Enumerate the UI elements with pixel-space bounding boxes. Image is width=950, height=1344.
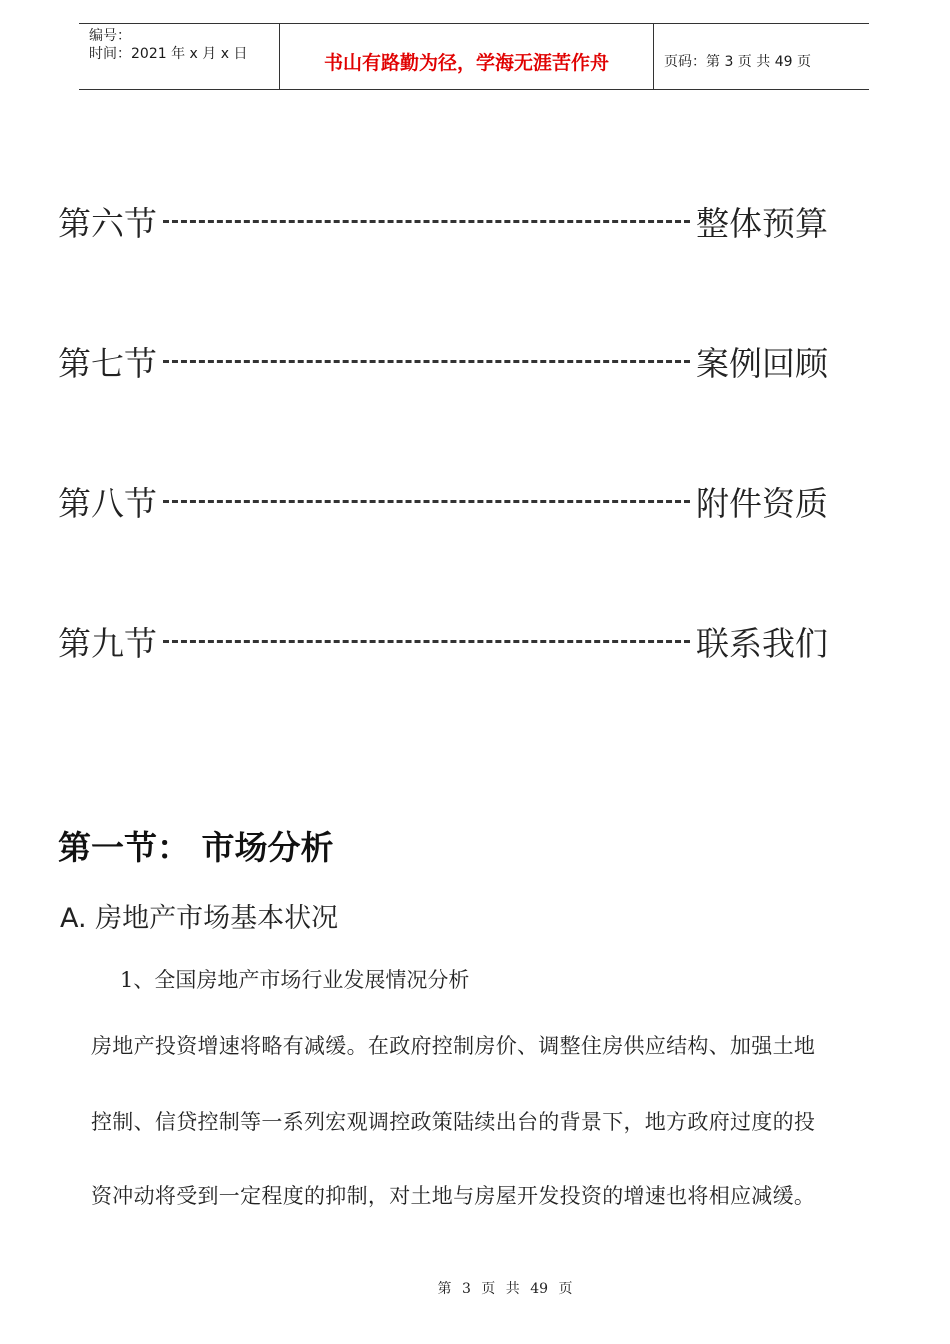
toc-label: 第七节 (58, 343, 157, 383)
toc-item (58, 618, 888, 664)
subheading-a: A. 房地产市场基本状况 (60, 903, 339, 934)
toc-item (58, 198, 888, 244)
motto: 书山有路勤为径，学海无涯苦作舟 (323, 52, 609, 74)
date-line: 时间：2021 年 x 月 x 日 (89, 46, 248, 62)
toc-item (58, 478, 888, 524)
toc-title: 案例回顾 (696, 343, 828, 383)
toc-leader (163, 360, 690, 363)
header-motto-cell (280, 24, 654, 89)
toc-label: 第八节 (58, 483, 157, 523)
header-page-cell (654, 24, 869, 89)
toc-leader (163, 640, 690, 643)
section-title: 第一节： 市场分析 (58, 828, 334, 867)
toc-label: 第六节 (58, 203, 157, 243)
serial-label: 编号： (89, 28, 131, 44)
page-header (79, 23, 869, 90)
toc-leader (163, 500, 690, 503)
subheading-1: 1、全国房地产市场行业发展情况分析 (120, 968, 470, 992)
paragraph-line: 房地产投资增速将略有减缓。在政府控制房价、调整住房供应结构、加强土地 (91, 1034, 816, 1058)
toc-title: 整体预算 (696, 203, 828, 243)
header-meta-cell (79, 24, 280, 89)
toc-title: 附件资质 (696, 483, 828, 523)
toc-label: 第九节 (58, 623, 157, 663)
toc-item (58, 338, 888, 384)
paragraph-line: 资冲动将受到一定程度的抑制，对土地与房屋开发投资的增速也将相应减缓。 (91, 1184, 816, 1208)
toc-title: 联系我们 (696, 623, 828, 663)
paragraph-line: 控制、信贷控制等一系列宏观调控政策陆续出台的背景下，地方政府过度的投 (91, 1110, 816, 1134)
page-footer: 第 3 页 共 49 页 (437, 1281, 573, 1297)
toc-leader (163, 220, 690, 223)
header-page-info: 页码：第 3 页 共 49 页 (664, 54, 811, 70)
